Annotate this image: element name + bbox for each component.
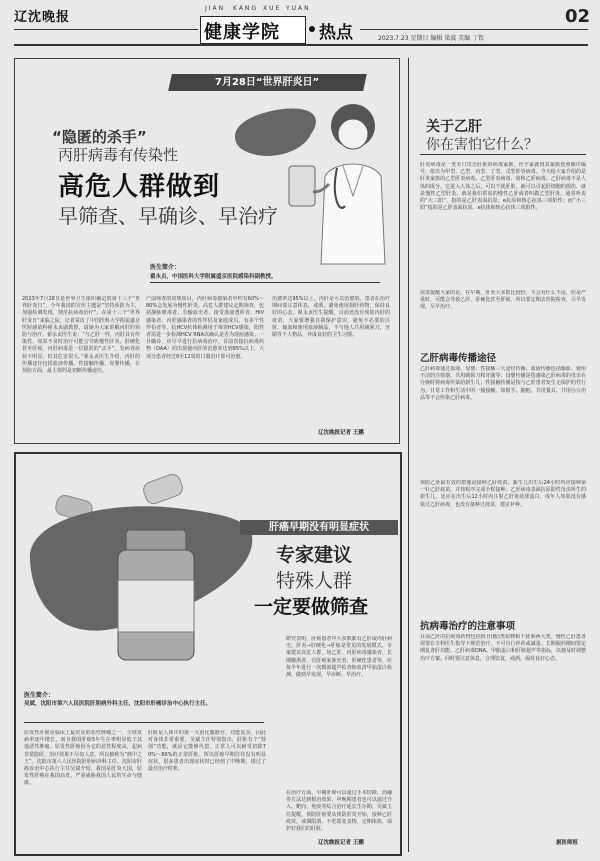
top-body-col1: 2023年7月28日是世界卫生组织确定的第十三个“世界肝炎日”，今年我国的宣传主题是“坚持预防为主，加强检测发现，规范抗病毒治疗”。在第十三个“世界肝炎日”来临之际，记者采访了中国医科大学附属盛京医院感染科翟永贞副教授，请她为大家讲解丙肝的预防与治疗。翟永贞医生说：“与乙肝一样，丙肝具有传染性，如果不及时治疗可能会导致慢性肝炎、肝硬化甚至肝癌。丙肝病毒是一位隐匿的“杀手”，发病者症状不明显，但其危害很大。”翟永贞医生介绍，丙肝的传播途径包括血液传播、性接触传播、母婴传播，在预防方面，最主要的是切断传播途径。 (22, 296, 140, 375)
bottom-article-banner (240, 520, 398, 535)
top-body-col2: 产前筛查的常规项目，丙肝病毒感染者中约有60%～80%会发展为慢性肝炎。高危人群建议定期筛查，包括静脉吸毒者、有输血史者、接受血液透析者、HIV感染者、丙肝感染者的性伴侣及家庭成员、有多个性伴侣者等。抗HCV抗体检测用于筛查HCV感染，阳性者需进一步检测HCV RNA以确认是否为现症感染。一旦确诊，应尽早进行抗病毒治疗。目前直接抗病毒药物（DAA）的出现使丙肝的治愈率达到95%以上，大部分患者经过8至12周的口服治疗即可治愈。 (146, 296, 264, 360)
bottom-body-col4: 在治疗方面，早期肝癌可以通过手术切除、消融等方法达到根治效果，中晚期患者也可以通过介入、靶向、免疫等综合治疗延长生存期。吴斌主任提醒，预防肝癌要从预防肝炎开始，接种乙肝疫苗，戒烟限酒，不吃霉变食物，定期体检，保护好我们的肝脏。 (286, 790, 392, 833)
bottom-doctor-bio: 吴斌，沈阳市第六人民医院肝胆病外科主任，沈阳市肝癌诊治中心执行主任。 (24, 701, 212, 707)
sidebar-para-1: 肝炎病毒是一类专门攻击肝脏的病毒家族，医学家就将其家族按照顺序编号，依次为甲型、乙型、丙型、丁型、戊型肝炎病毒。今天给大家介绍的是肝炎家族的乙型肝炎病毒。乙型肝炎病毒，简称乙肝病毒。乙肝病毒不是人体的成分，它进入人体之后，可以干扰肝脏，就可以引起肝细胞的损伤，就是慢性乙型肝炎。就是我们常说的慢性乙肝或者叫做乙型肝炎。通常听说的“大三阳”，指的是乙肝表面抗原、e抗原和核心抗体三项阳性；而“小三阳”指的是乙肝表面抗原、e抗体和核心抗体三项阳性。 (420, 162, 586, 212)
bottle-cap (126, 530, 186, 552)
bottom-headline-2: 特殊人群 (276, 570, 353, 592)
sidebar-para-4: 预防乙肝最有效的措施是接种乙肝疫苗。新生儿出生后24小时内应接种第一针乙肝疫苗，并按程序完成全程接种。乙肝病毒表面抗原阳性母亲所生的新生儿，还应在出生后12小时内注射乙肝免疫球蛋白。成年人如果没有感染过乙肝病毒，也没有接种过疫苗，建议补种。 (420, 480, 586, 508)
liver-medicine-illustration (26, 470, 266, 670)
masthead-rule-right (360, 29, 588, 30)
bottom-body-col1: 原发性肝癌是临床上最常见的恶性肿瘤之一，全球发病率逐年增长，而且我国肝癌5年生存率明显低于其他恶性肿瘤。原发性肝癌因为它的恶性程度高，起病非常隐匿，治疗效果不尽如人意，所以被称为“癌中之王”。沈阳市第六人民医院肝胆病外科主任、沈阳市肝癌诊治中心执行主任吴斌介绍，我国是肝炎大国，原发性肝癌在我国高发，严重威胁我国人民的生命与健康。 (24, 730, 142, 787)
sidebar-title-2: 你在害怕它什么？ (426, 137, 538, 153)
pinyin-1: JIAN (205, 5, 226, 12)
bottom-headline-3: 一定要做筛查 (254, 596, 369, 618)
page-number: 02 (565, 6, 591, 27)
bottom-doctor-rule (24, 722, 264, 723)
pinyin-4: YUAN (286, 5, 311, 12)
masthead-bottom-rule (14, 44, 588, 46)
doctor-face (338, 119, 368, 149)
liver-doctor-illustration (225, 96, 395, 266)
clipboard-icon (289, 166, 315, 206)
sidebar-para-5: 目前乙肝的抗病毒药物包括核苷(酸)类似物和干扰素两大类。慢性乙肝患者需要在专科医生指导下规范治疗，不可自行停药或减量。长期服药期间要定期复查肝功能、乙肝病毒DNA、甲胎蛋白和肝脏超声等指标，以便及时调整治疗方案。同时要注意休息，合理饮食，戒酒，保持良好心态。 (420, 634, 586, 662)
top-article-banner (168, 74, 367, 91)
top-body-col3: 治愈率达95%以上，丙肝是可以治愈的。患者在治疗期间要注意休息，戒酒，避免使用损肝药物，保持良好的心态。翟永贞医生提醒，目前还没有预防丙肝的疫苗，大家要增强自我保护意识，避免不必要的注射、输血和使用血液制品，不与他人共用剃须刀、牙刷等个人物品，养成良好的卫生习惯。 (272, 296, 390, 339)
doctor-coat (321, 164, 385, 264)
sidebar-heading-transmission: 乙肝病毒传播途径 (420, 353, 497, 364)
top-subhead: 早筛查、早确诊、早治疗 (58, 204, 278, 228)
section-dot (309, 26, 315, 32)
bottle-label (118, 580, 194, 632)
bottom-body-col2: 肝脏是人体中的第一大消化腺器官，功能复杂，因此对身体非常重要。吴斌主任特别指出，肝脏有个“特别”功能，就是它能够代偿，正常人可以耐受切除70%～80%的正常肝脏。所以肝癌早期往往没有明显症状，很多患者出现症状时已经到了中晚期，错过了最佳治疗时机。 (148, 730, 266, 773)
section-title: 健康学院 (204, 22, 280, 43)
newspaper-logo: 辽沈晚报 (14, 10, 71, 25)
top-headline: 高危人群做到 (58, 172, 221, 202)
sidebar-heading-treatment: 抗病毒治疗的注意事项 (420, 621, 516, 632)
pinyin-3: XUE (263, 5, 282, 12)
sidebar-title-1: 关于乙肝 (426, 119, 482, 135)
bottom-banner-text: 肝癌早期没有明显症状 (269, 522, 369, 533)
bottom-body-col3: 研究表明，肝癌患者中大多数都有乙肝或丙肝病史，肝炎→肝硬化→肝癌是常见的发展模式。专家建议高危人群，如乙肝、丙肝病毒感染者，长期酗酒者，有肝癌家族史者，肝硬化患者等，应每半年进行一次腹部超声检查和血清甲胎蛋白检测，做到早发现、早诊断、早治疗。 (286, 636, 392, 679)
masthead-rule-left (14, 29, 198, 30)
bottom-doctor-label: 医生简介： (24, 692, 55, 699)
top-doctor-label: 医生简介： (150, 264, 181, 271)
bottom-credit: 辽沈晚报记者 王鹏 (318, 840, 364, 846)
pill-icon (141, 472, 184, 506)
pinyin-2: KANG (233, 5, 259, 12)
section-subtitle: 热点 (319, 23, 353, 43)
top-doctor-rule (150, 282, 380, 283)
top-credit: 辽沈晚报记者 王鹏 (318, 430, 364, 436)
top-kicker-1: “隐匿的杀手” (52, 128, 147, 146)
top-doctor-bio: 翟永贞，中国医科大学附属盛京医院感染科副教授。 (150, 274, 277, 280)
sidebar-credit: 据医师报 (556, 840, 579, 846)
sidebar-para-2: 需要提醒大家的是，在早期，肝炎大多数比较轻，不会有什么不适，但是严重时，可能会导致乙肝、肝硬化甚至肝癌。所以要定期去医院检查，尽早发现、尽早治疗。 (420, 290, 586, 311)
bottom-headline-1: 专家建议 (276, 544, 353, 566)
sidebar-para-3: 乙肝病毒通过血液、母婴、性接触三大途径传播。血液传播包括输血、使用不洁的注射器、共用剃须刀和牙刷等；母婴传播是指感染乙肝病毒的母亲在分娩时将病毒传染给新生儿；性接触传播是指与乙肝患者发生无保护的性行为。日常工作和生活中的一般接触，如握手、拥抱、共用餐具、共用办公用品等不会传染乙肝病毒。 (420, 366, 586, 401)
sidebar-divider (408, 58, 409, 852)
top-kicker-2: 丙肝病毒有传染性 (58, 146, 179, 164)
dateline: 2023.7.23 星期日 编辑 梁波 美编 丁钦 (378, 35, 485, 42)
top-banner-text: 7月28日“世界肝炎日” (215, 77, 320, 88)
liver-icon (235, 108, 316, 156)
sidebar-title-rule (420, 154, 586, 155)
